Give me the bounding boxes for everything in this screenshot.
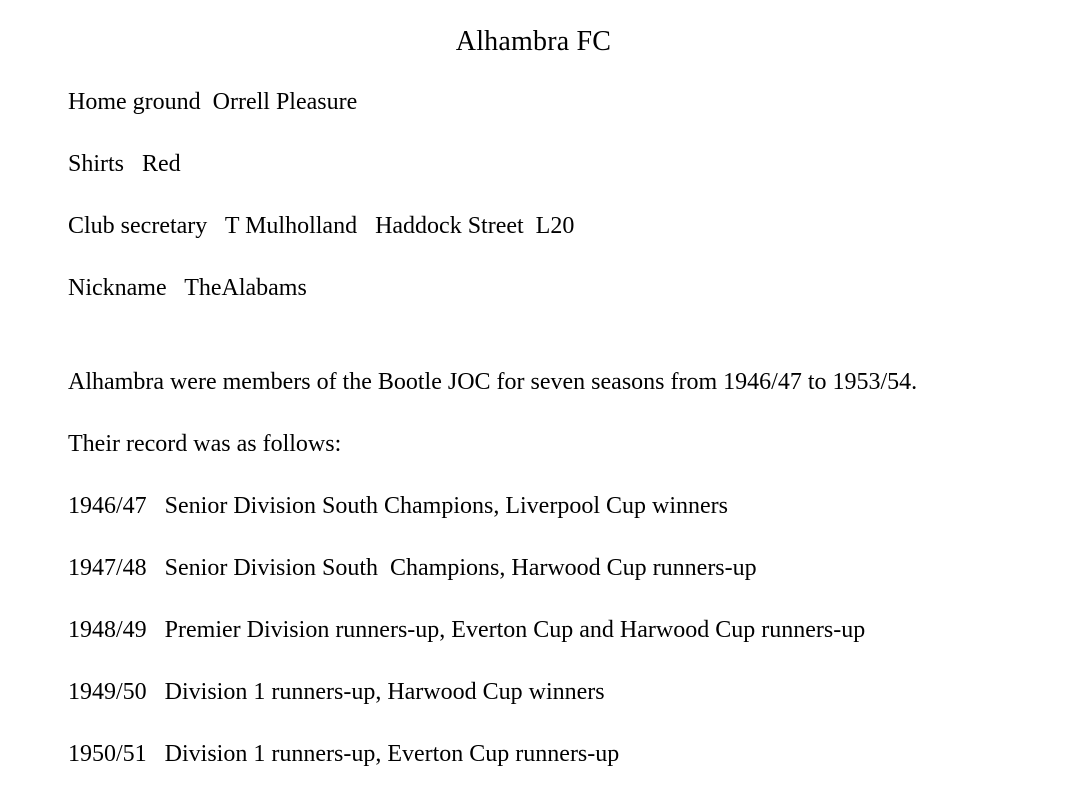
- page-title: Alhambra FC: [455, 26, 612, 57]
- season-record-row: 1949/50 Division 1 runners-up, Harwood Cup winners: [68, 679, 605, 705]
- intro-paragraph: Alhambra were members of the Bootle JOC for seven seasons from 1946/47 to 1953/54.: [68, 369, 918, 395]
- section-spacer: [68, 338, 1037, 370]
- club-info-shirts: Shirts Red: [68, 151, 181, 177]
- club-info-home-ground: Home ground Orrell Pleasure: [68, 89, 358, 115]
- document-body: [0, 56, 1067, 766]
- season-record-row: 1946/47 Senior Division South Champions, Liverpool Cup winners: [68, 493, 728, 519]
- season-record-list: [68, 494, 1037, 766]
- season-record-row: 1948/49 Premier Division runners-up, Everton Cup and Harwood Cup runners-up: [68, 617, 866, 643]
- season-record-row: 1947/48 Senior Division South Champions, Harwood Cup runners-up: [68, 555, 757, 581]
- club-info-nickname: Nickname TheAlabams: [68, 275, 307, 301]
- club-info-club-secretary: Club secretary T Mulholland Haddock Street L20: [68, 213, 575, 239]
- season-record-row: 1950/51 Division 1 runners-up, Everton Cup runners-up: [68, 741, 620, 767]
- record-lead-in: Their record was as follows:: [68, 431, 342, 457]
